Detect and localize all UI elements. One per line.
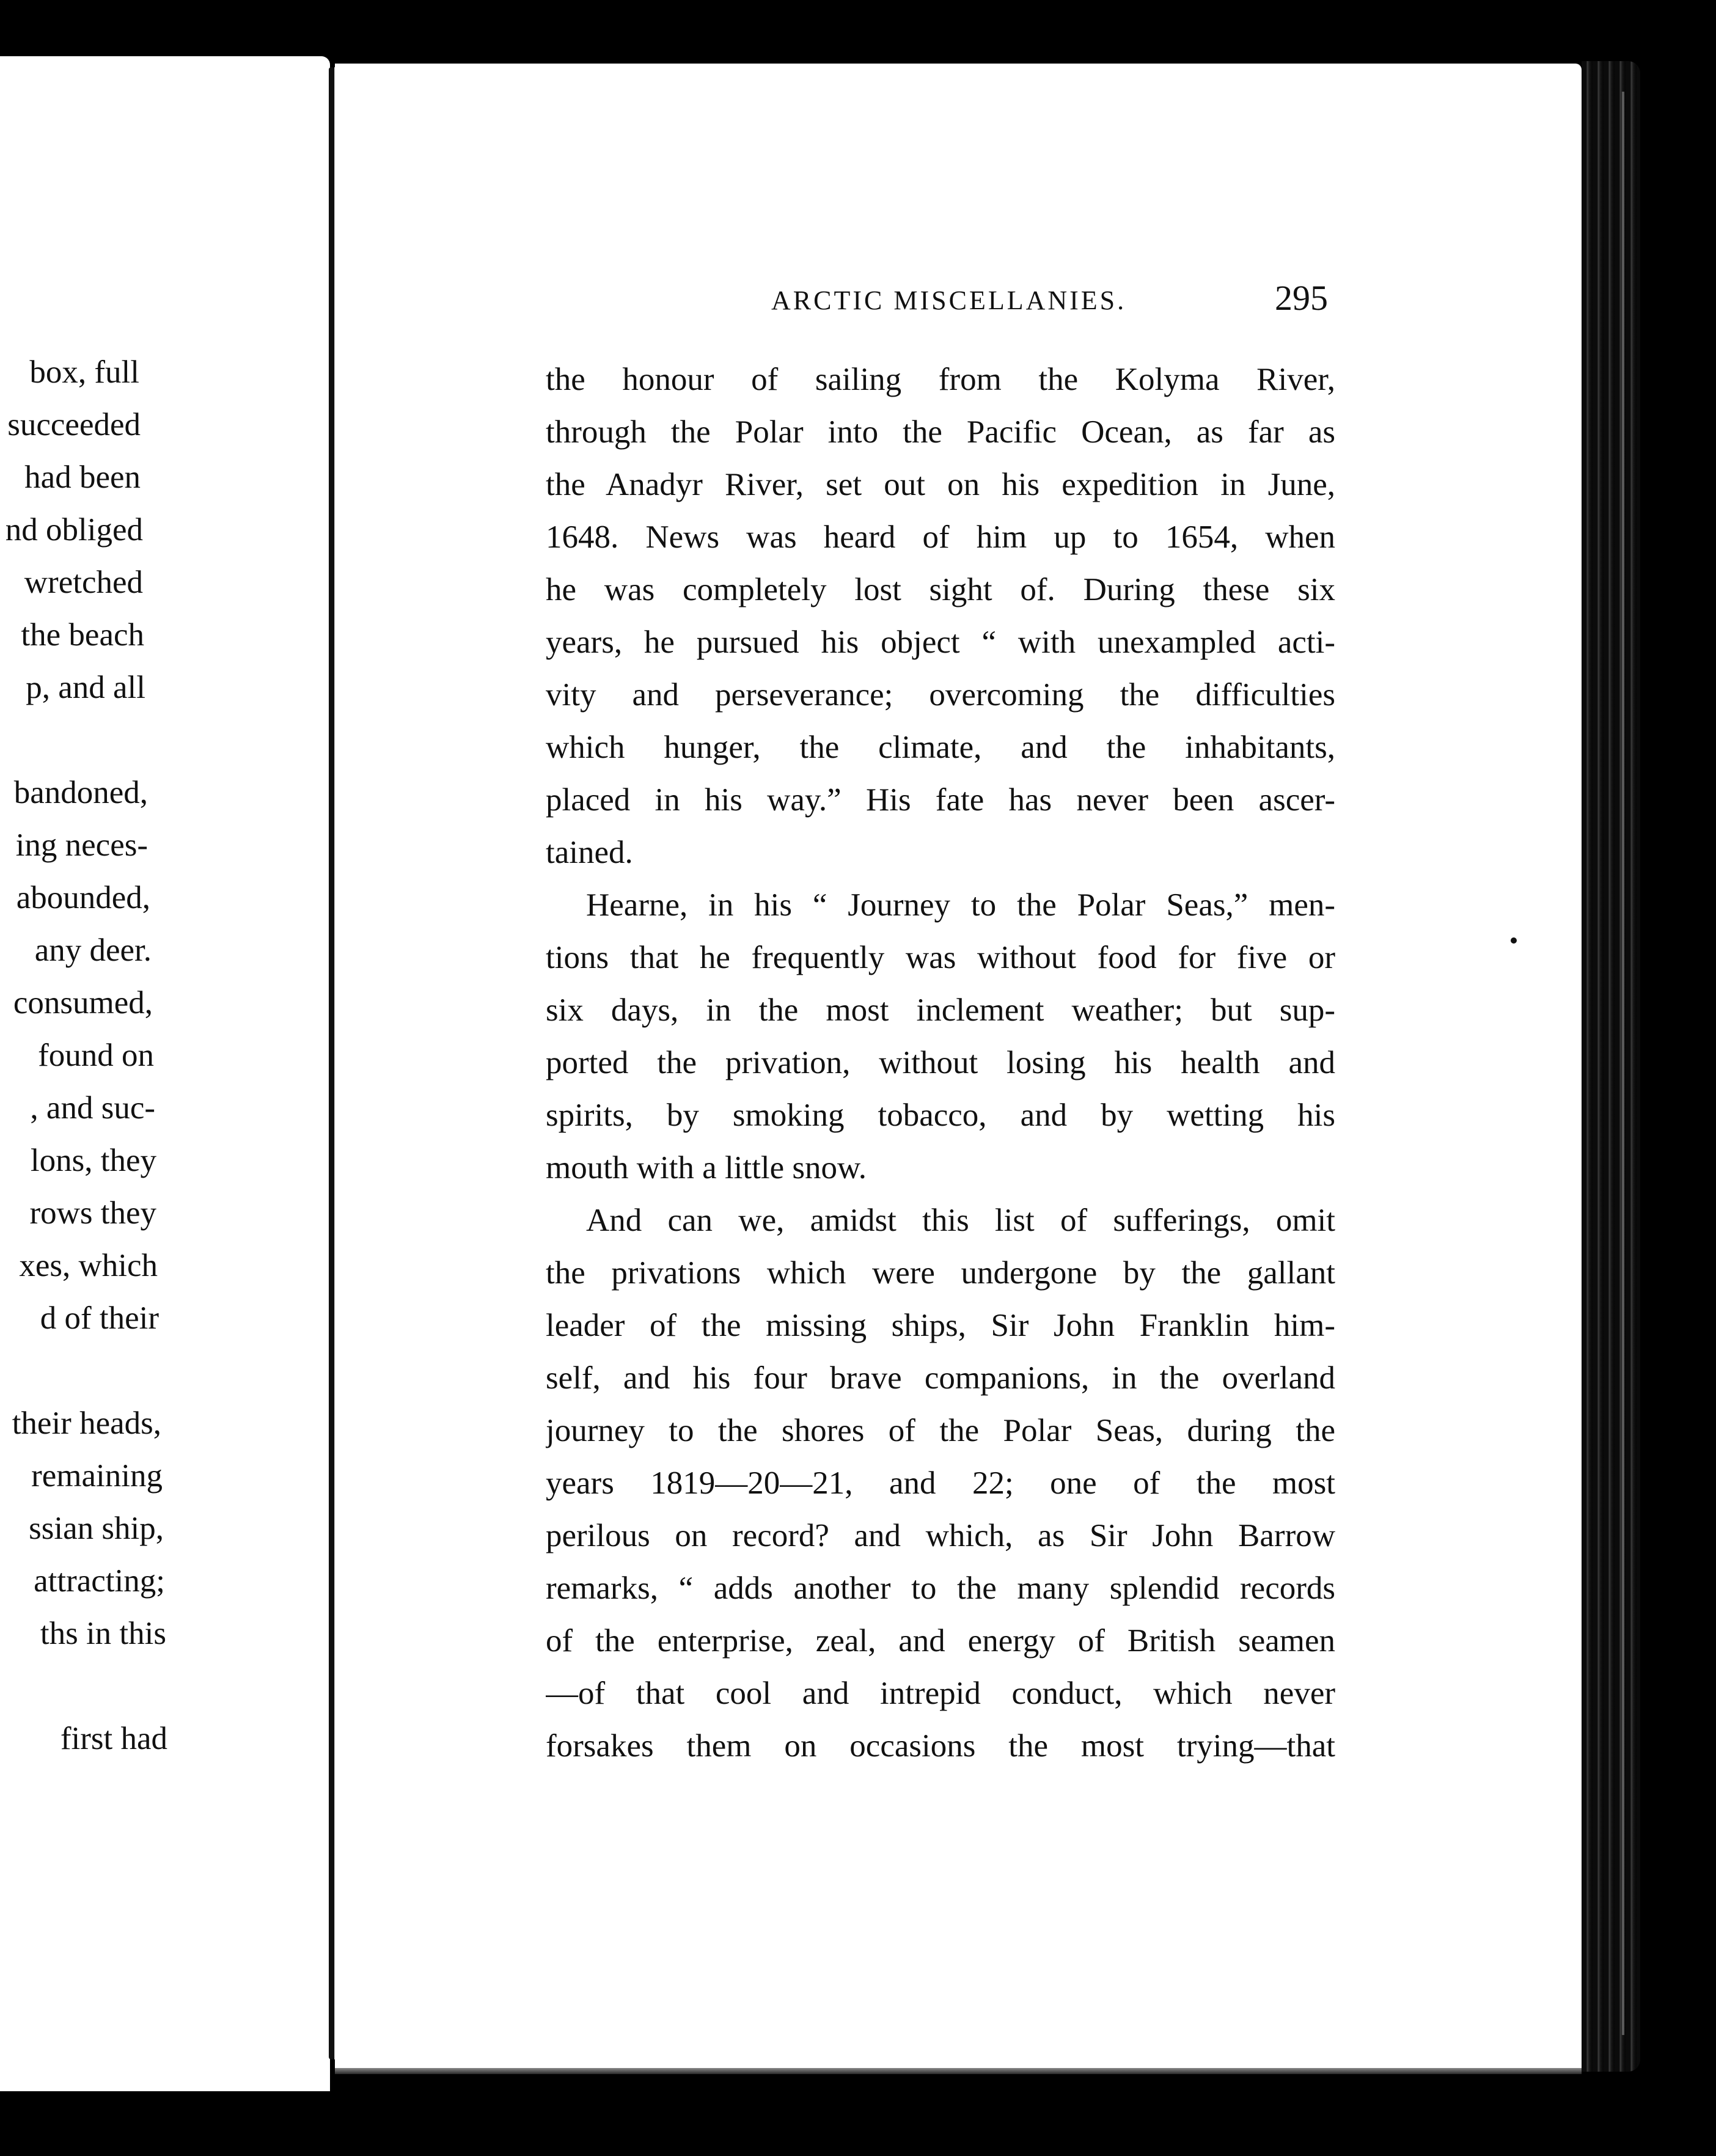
body-text (546, 353, 1335, 1772)
text-line: ported the privation, without losing his health and (546, 1045, 1335, 1080)
left-line: nd obliged (5, 512, 143, 548)
left-line: consumed, (13, 985, 153, 1021)
text-line: forsakes them on occasions the most trying—that (546, 1728, 1335, 1764)
page-bottom-edge (335, 2068, 1582, 2074)
left-line: bandoned, (13, 775, 148, 810)
page-stack-edge (1582, 61, 1640, 2072)
page-number: 295 (1275, 278, 1328, 318)
text-line: perilous on record? and which, as Sir John Barrow (546, 1518, 1335, 1553)
left-line: their heads, (12, 1406, 161, 1441)
left-line: lons, they (30, 1143, 156, 1178)
text-line: tions that he frequently was without food for five or (546, 940, 1335, 975)
left-line: xes, which (19, 1248, 158, 1283)
left-line: d of their (40, 1300, 159, 1336)
running-title: ARCTIC MISCELLANIES. (771, 285, 1127, 315)
text-line: placed in his way.” His fate has never been ascer- (546, 782, 1335, 818)
left-line: succeeded (7, 407, 141, 442)
left-line: abounded, (16, 880, 150, 915)
paragraph-first-line: And can we, amidst this list of sufferings, omit (586, 1203, 1335, 1238)
left-line: attracting; (34, 1563, 165, 1599)
text-line: years 1819—20—21, and 22; one of the most (546, 1465, 1335, 1501)
left-line: wretched (24, 565, 143, 600)
left-line: the beach (21, 617, 144, 653)
ink-speck (1511, 937, 1517, 944)
left-line: any deer. (34, 933, 152, 968)
text-line: leader of the missing ships, Sir John Franklin him- (546, 1308, 1335, 1343)
text-line: spirits, by smoking tobacco, and by wetting his (546, 1098, 1335, 1133)
text-line: through the Polar into the Pacific Ocean, as far as (546, 414, 1335, 450)
left-line: remaining (31, 1458, 163, 1494)
book-gutter (329, 67, 334, 2059)
left-line: rows they (29, 1195, 156, 1231)
text-line: the privations which were undergone by the gallant (546, 1255, 1335, 1291)
left-line: had been (24, 460, 141, 495)
text-line: journey to the shores of the Polar Seas, during the (546, 1413, 1335, 1448)
text-line: the Anadyr River, set out on his expedition in June, (546, 467, 1335, 502)
text-line: remarks, “ adds another to the many splendid records (546, 1571, 1335, 1606)
left-line: ssian ship, (29, 1511, 164, 1546)
left-line: p, and all (26, 670, 145, 705)
text-line: he was completely lost sight of. During these six (546, 572, 1335, 607)
left-line: box, full (29, 354, 139, 390)
text-line: tained. (546, 835, 633, 870)
text-line: six days, in the most inclement weather; but sup- (546, 992, 1335, 1028)
page-stack-highlight (1622, 92, 1624, 2035)
text-line: of the enterprise, zeal, and energy of British seamen (546, 1623, 1335, 1659)
text-line: vity and perseverance; overcoming the difficulties (546, 677, 1335, 713)
text-line: self, and his four brave companions, in the overland (546, 1360, 1335, 1396)
left-line: , and suc- (30, 1090, 155, 1126)
text-line: years, he pursued his object “ with unexampled acti- (546, 625, 1335, 660)
text-line: the honour of sailing from the Kolyma River, (546, 362, 1335, 397)
left-line: ths in this (40, 1616, 166, 1651)
text-line: mouth with a little snow. (546, 1150, 867, 1186)
text-line: which hunger, the climate, and the inhabitants, (546, 730, 1335, 765)
text-line: 1648. News was heard of him up to 1654, when (546, 519, 1335, 555)
left-line: ing neces- (15, 827, 148, 863)
left-line: found on (38, 1038, 154, 1073)
paragraph-first-line: Hearne, in his “ Journey to the Polar Seas,” men- (586, 887, 1335, 923)
text-line: —of that cool and intrepid conduct, which never (546, 1676, 1335, 1711)
left-line: first had (60, 1721, 167, 1756)
